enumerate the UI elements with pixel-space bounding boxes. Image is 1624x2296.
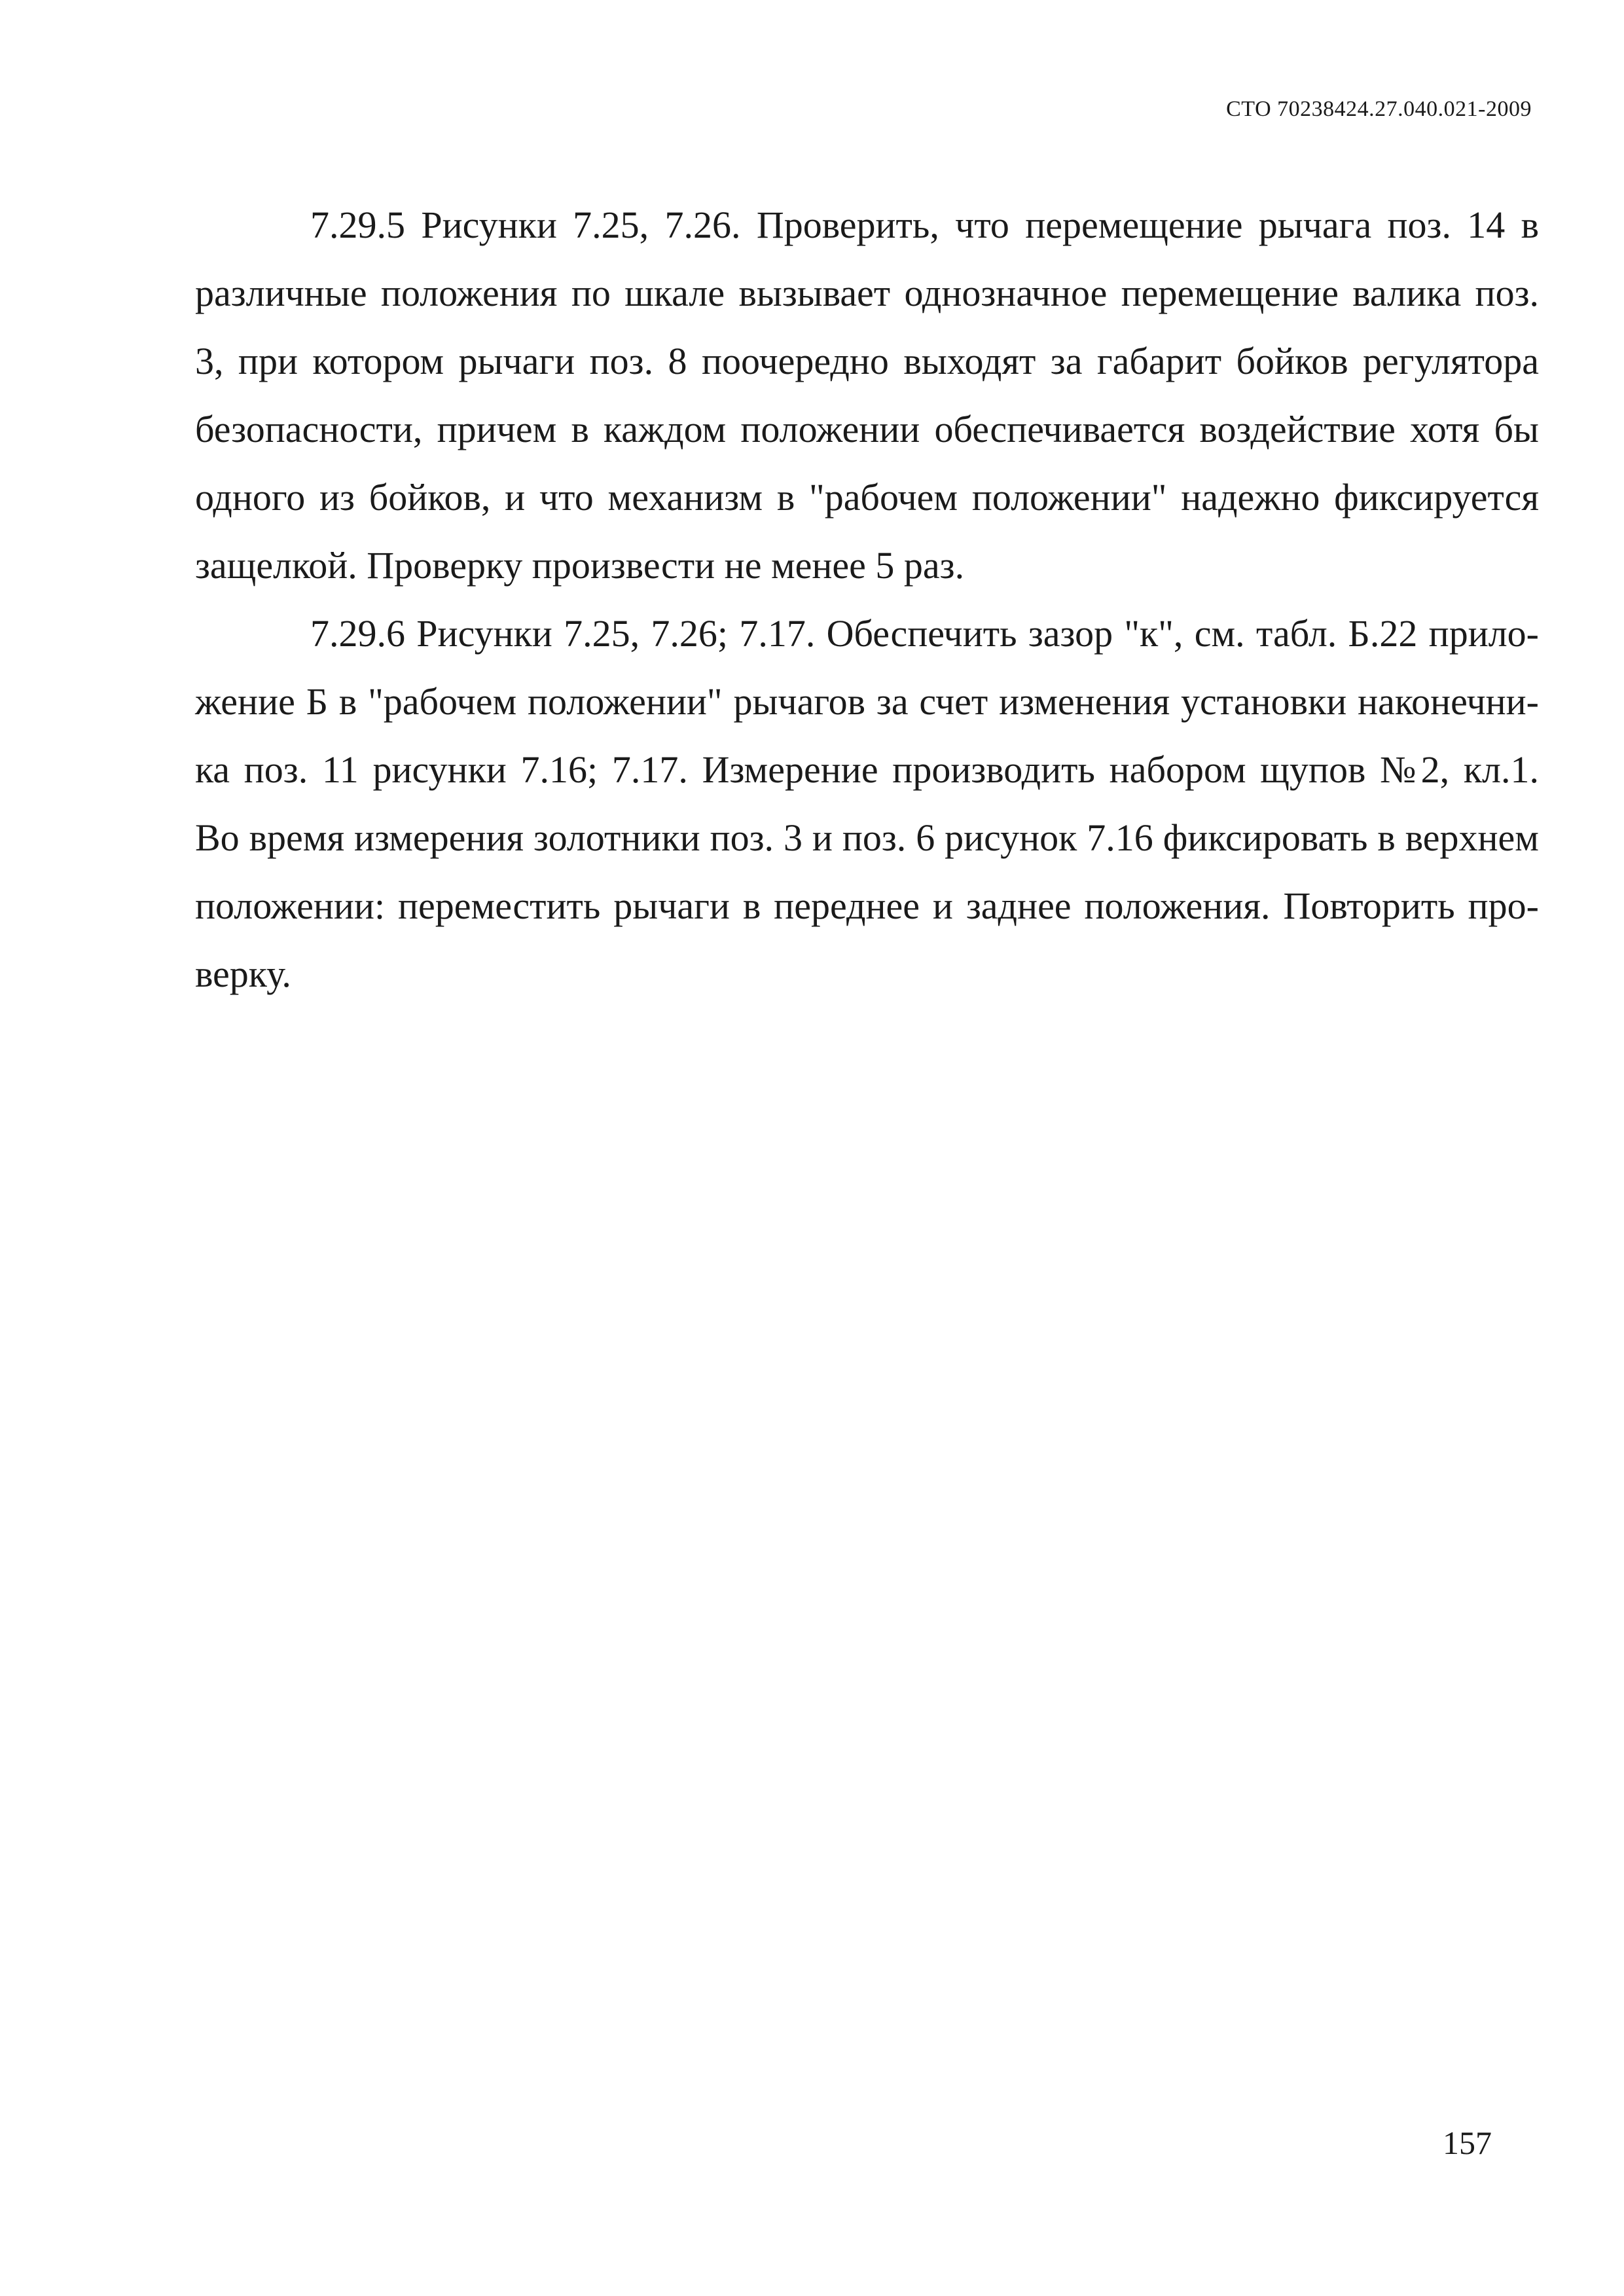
page-number: 157 <box>1443 2124 1492 2161</box>
paragraph-line: жение Б в "рабочем положении" рычагов за счет изменения установки наконечни- <box>195 680 1539 723</box>
paragraph-line: безопасности, причем в каждом положении обеспечивается воздействие хотя бы <box>195 408 1539 450</box>
paragraph-line: Во время измерения золотники поз. 3 и поз. 6 рисунок 7.16 фиксировать в верхнем <box>195 816 1539 859</box>
paragraph-line: 7.29.6 Рисунки 7.25, 7.26; 7.17. Обеспечить зазор "к", см. табл. Б.22 прило- <box>310 612 1539 655</box>
paragraph-line: 7.29.5 Рисунки 7.25, 7.26. Проверить, что перемещение рычага поз. 14 в <box>310 204 1539 246</box>
body-text <box>195 191 1539 1008</box>
document-code: СТО 70238424.27.040.021-2009 <box>1226 97 1532 121</box>
paragraph-line: 3, при котором рычаги поз. 8 поочередно выходят за габарит бойков регулятора <box>195 340 1539 382</box>
paragraph-line: различные положения по шкале вызывает однозначное перемещение валика поз. <box>195 272 1539 314</box>
paragraph-line: верку. <box>195 953 291 995</box>
paragraph-line: ка поз. 11 рисунки 7.16; 7.17. Измерение производить набором щупов №2, кл.1. <box>195 748 1539 791</box>
paragraph-line: положении: переместить рычаги в переднее и заднее положения. Повторить про- <box>195 884 1539 927</box>
paragraph-7-29-5 <box>195 191 1539 600</box>
paragraph-line: защелкой. Проверку произвести не менее 5 раз. <box>195 544 965 587</box>
paragraph-7-29-6 <box>195 600 1539 1008</box>
paragraph-line: одного из бойков, и что механизм в "рабочем положении" надежно фиксируется <box>195 476 1539 519</box>
